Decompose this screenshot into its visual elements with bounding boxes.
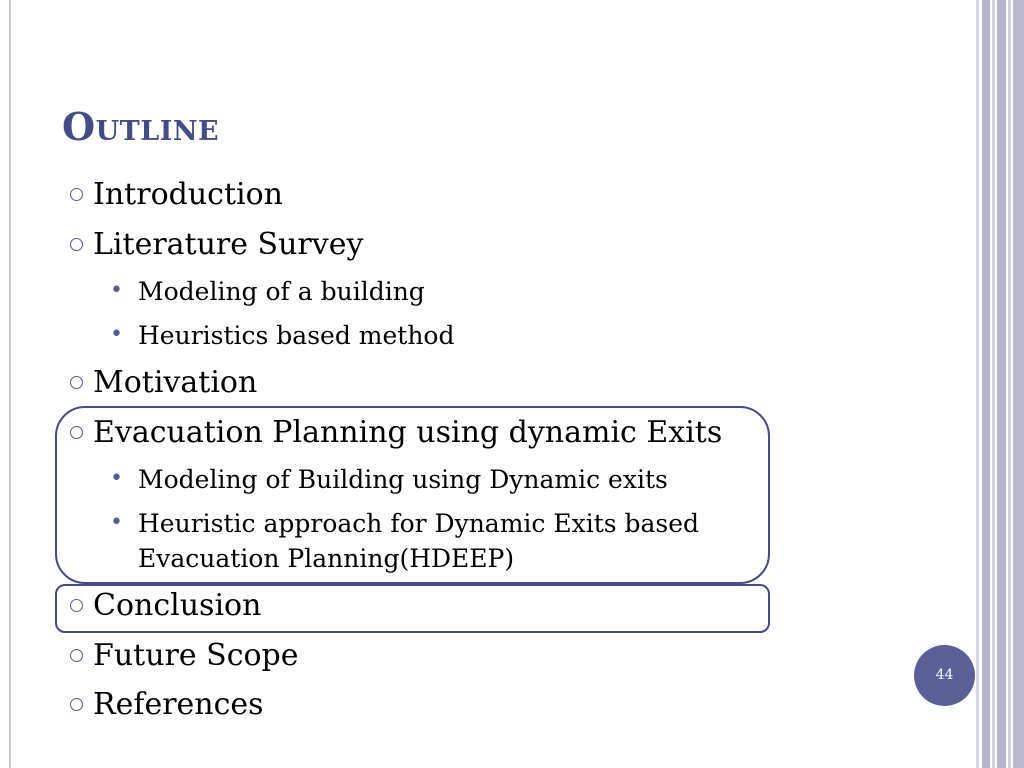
circle-bullet-icon [70, 649, 83, 662]
outline-item [70, 588, 262, 623]
outline-item-label: Literature Survey [93, 227, 364, 262]
outline-item [70, 365, 258, 400]
outline-subitem-label: Heuristics based method [138, 321, 455, 350]
outline-item-label: Conclusion [93, 588, 262, 623]
outline-item-label: Future Scope [93, 638, 299, 673]
circle-bullet-icon [70, 599, 83, 612]
outline-item-label: Motivation [93, 365, 258, 400]
outline-subitem [110, 462, 668, 497]
outline-subitem [110, 274, 425, 309]
circle-bullet-icon [70, 698, 83, 711]
left-border-line [9, 0, 11, 768]
right-stripe [1008, 0, 1011, 768]
outline-item-label: Introduction [93, 177, 283, 212]
outline-subitem [110, 318, 454, 353]
outline-item [70, 227, 364, 262]
circle-bullet-icon [70, 376, 83, 389]
outline-item [70, 687, 264, 722]
circle-bullet-icon [70, 426, 83, 439]
outline-subitem-label: Modeling of Building using Dynamic exits [138, 465, 668, 494]
right-stripe [982, 0, 990, 768]
outline-subitem-label: Modeling of a building [138, 277, 425, 306]
dot-bullet-icon: • [110, 466, 123, 491]
dot-bullet-icon: • [110, 510, 123, 535]
right-stripe [997, 0, 1006, 768]
outline-item [70, 638, 299, 673]
right-stripe [992, 0, 995, 768]
page-number-badge: 44 [914, 645, 975, 706]
circle-bullet-icon [70, 188, 83, 201]
outline-subitem-label: Heuristic approach for Dynamic Exits based [138, 509, 700, 538]
outline-subitem [110, 506, 699, 576]
circle-bullet-icon [70, 238, 83, 251]
outline-item [70, 177, 283, 212]
slide-title: Outline [62, 104, 220, 149]
dot-bullet-icon: • [110, 322, 123, 347]
outline-item-label: Evacuation Planning using dynamic Exits [93, 415, 723, 450]
outline-subitem-label-continued: Evacuation Planning(HDEEP) [138, 544, 515, 573]
outline-item-label: References [93, 687, 264, 722]
dot-bullet-icon: • [110, 278, 123, 303]
outline-item [70, 415, 723, 450]
right-stripe [1013, 0, 1024, 768]
right-stripe [976, 0, 979, 768]
